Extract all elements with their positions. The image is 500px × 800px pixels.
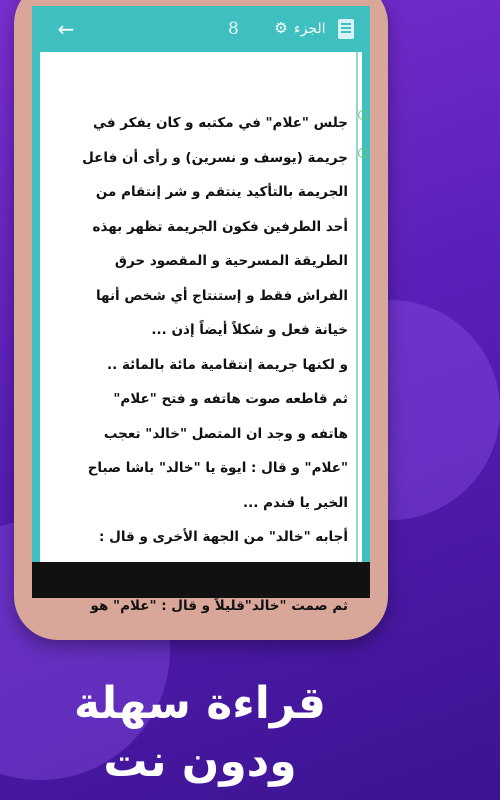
- page-border-right: [362, 52, 370, 562]
- part-label: الجزء: [294, 21, 326, 37]
- text-line: أجابه "خالد" من الجهة الأخرى و قال :: [99, 529, 348, 545]
- text-line: ثم صمت "خالد"قليلاً و قال : "علام" هو: [90, 598, 348, 614]
- bottom-bar: [32, 562, 370, 598]
- reader-screen: [32, 6, 370, 614]
- page-number: 8: [228, 19, 239, 39]
- text-line: "علام" و قال : ايوة يا "خالد" باشا صباح: [87, 460, 348, 476]
- bookmark-marker-icon[interactable]: [358, 148, 368, 158]
- text-line: و لكنها جريمة إنتقامية مائة بالمائة ..: [106, 356, 348, 373]
- page-border-left: [32, 52, 40, 562]
- text-line: الجريمة بالتأكيد ينتقم و شر إنتقام من: [95, 184, 348, 200]
- text-line: جريمة (يوسف و نسرين) و رأى أن فاعل: [82, 149, 348, 166]
- arrow-left-icon[interactable]: ←: [57, 17, 75, 41]
- reader-topbar: [32, 6, 370, 52]
- page-border-right-inner: [356, 52, 358, 562]
- text-line: جلس "علام" في مكتبه و كان يفكر في: [93, 115, 348, 131]
- story-page-text: [58, 106, 348, 624]
- promo-caption-line-2: ودون نت: [103, 736, 297, 787]
- text-line: الخير يا فندم ...: [242, 494, 348, 511]
- promo-caption-line-1: قراءة سهلة: [73, 678, 326, 729]
- bookmark-marker-icon[interactable]: [358, 110, 368, 120]
- text-line: أحد الطرفين فكون الجريمة تظهر بهذه: [92, 218, 348, 235]
- gear-icon[interactable]: ⚙: [274, 19, 288, 37]
- text-line: خيانة فعل و شكلاً أيضاً إذن ...: [151, 322, 348, 338]
- text-line: الطريقة المسرحية و المقصود حرق: [114, 253, 348, 269]
- text-line: الفراش فقط و إستنتاج أي شخص أنها: [95, 287, 348, 304]
- phone-frame: [14, 0, 388, 640]
- book-icon[interactable]: [338, 19, 354, 39]
- text-line: هاتفه و وجد ان المتصل "خالد" تعجب: [103, 425, 348, 442]
- text-line: ثم قاطعه صوت هاتفه و فتح "علام": [113, 391, 348, 407]
